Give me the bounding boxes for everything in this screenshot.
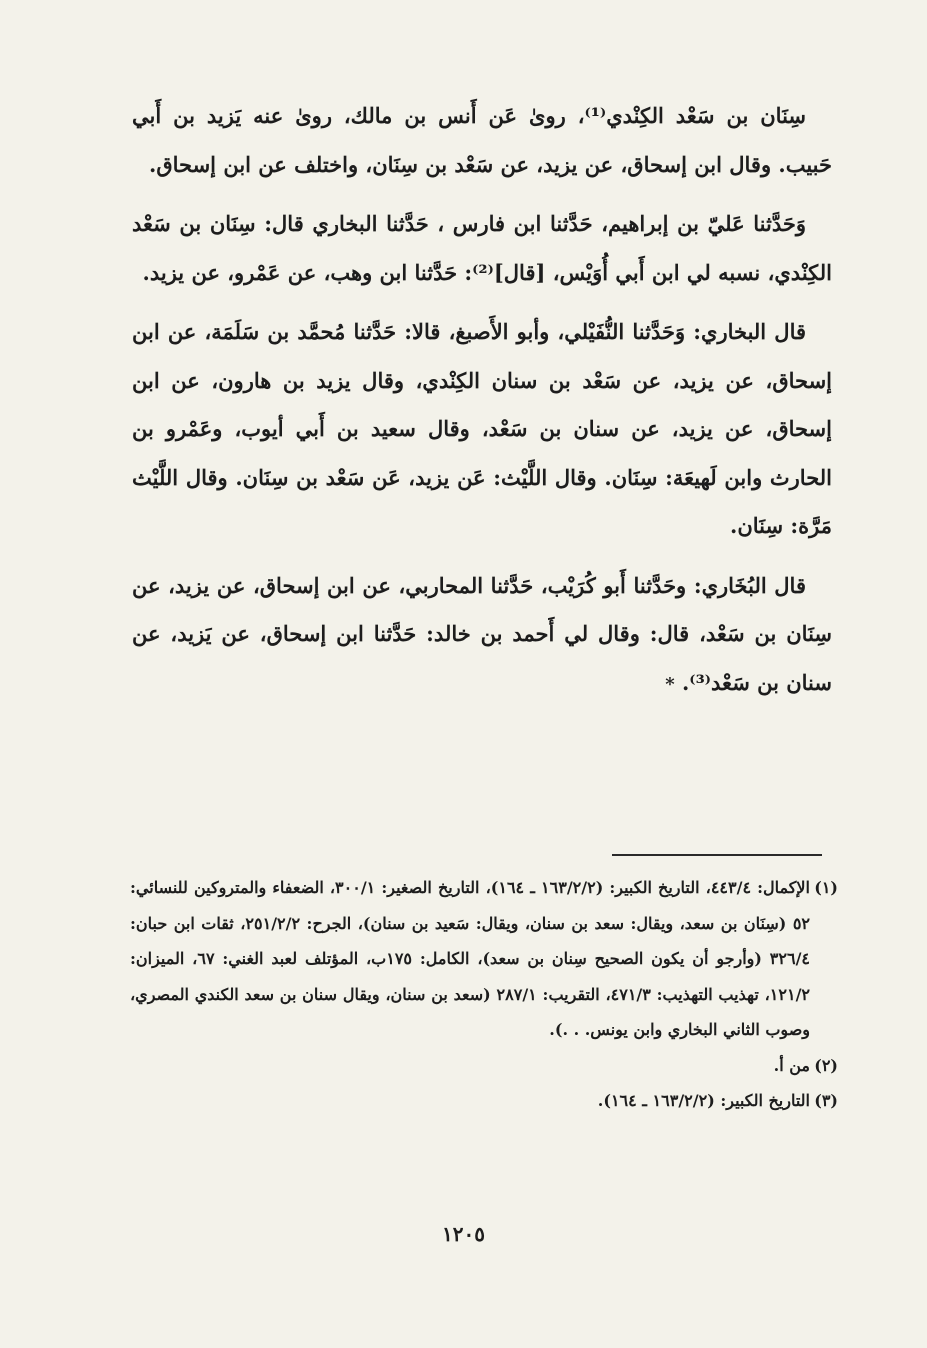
footnote-text: الإكمال: ٤٤٣/٤، التاريخ الكبير: (١٦٣/٢/٢ ـ ١٦٤)، التاريخ الصغير: ٣٠٠/١، الضعفاء والمتروكين للنسائي: ٥٢ (سِنَان بن سعد، ويقال: سعد بن سنان، ويقال: سَعيد بن سنان)، الجرح: ٢٥١/٢/٢، ثقات ابن حبان: ٣٢٦/٤ (وأرجو أن يكون الصحيح سِنان بن سعد)، الكامل: ١٧٥ب، المؤتلف لعبد الغني: ٦٧، الميزان: ١٢١/٢، تهذيب التهذيب: ٤٧١/٣، التقريب: ٢٨٧/١ (سعد بن سنان، ويقال سنان بن سعد الكندي المصري، وصوب الثاني البخاري وابن يونس. . .). xyxy=(130,878,811,1039)
page-number: ١٢٠٥ xyxy=(442,1222,485,1246)
footnote-number: (١) xyxy=(814,878,838,897)
paragraph-2: وَحَدَّثنا عَليّ بن إبراهيم، حَدَّثنا ابن فارس ، حَدَّثنا البخاري قال: سِنَان بن سَعْد الكِنْدي، نسبه لي ابن أَبي أُوَيْس، [قال]⁽²⁾: حَدَّثنا ابن وهب، عن عَمْرو، عن يزيد. xyxy=(132,211,832,285)
footnote-3 xyxy=(130,1083,838,1119)
paragraph-1: سِنَان بن سَعْد الكِنْدي⁽¹⁾، روىٰ عَن أَنس بن مالك، روىٰ عنه يَزيد بن أَبي حَبيب. وقال ابن إسحاق، عن يزيد، عن سَعْد بن سِنَان، واختلف عن ابن إسحاق. xyxy=(132,103,832,177)
footnote-1 xyxy=(130,870,838,1048)
paragraph-4 xyxy=(132,562,832,710)
end-mark: * xyxy=(665,673,675,695)
footnote-text: التاريخ الكبير: (١٦٣/٢/٢ ـ ١٦٤). xyxy=(597,1091,810,1110)
main-text xyxy=(132,92,832,720)
paragraph-3: قال البخاري: وَحَدَّثنا النُّفَيْلي، وأبو الأَصبغ، قالا: حَدَّثنا مُحمَّد بن سَلَمَة، عن ابن إسحاق، عن يزيد، عن سَعْد بن سنان الكِنْدي، وقال يزيد بن هارون، عن ابن إسحاق، عن يزيد، عن سنان بن سَعْد، وقال سعيد بن أَبي أيوب، وعَمْرو بن الحارث وابن لَهيعَة: سِنَان. وقال اللَّيْث: عَن يزيد، عَن سَعْد بن سِنَان. وقال اللَّيْث مَرَّة: سِنَان. xyxy=(132,319,832,538)
footnote-divider xyxy=(612,854,822,856)
footnote-number: (٢) xyxy=(814,1055,838,1075)
footnote-2 xyxy=(130,1048,838,1084)
footnote-number: (٣) xyxy=(814,1091,838,1110)
footnotes xyxy=(130,870,838,1119)
footnote-text: من أ. xyxy=(773,1055,810,1075)
paragraph-4-text: قال البُخَاري: وحَدَّثنا أَبو كُرَيْب، حَدَّثنا المحاربي، عن ابن إسحاق، عن يزيد، عن سِنَان بن سَعْد، قال: وقال لي أَحمد بن خالد: حَدَّثنا ابن إسحاق، عن يَزيد، عن سنان بن سَعْد⁽³⁾. xyxy=(132,572,832,695)
